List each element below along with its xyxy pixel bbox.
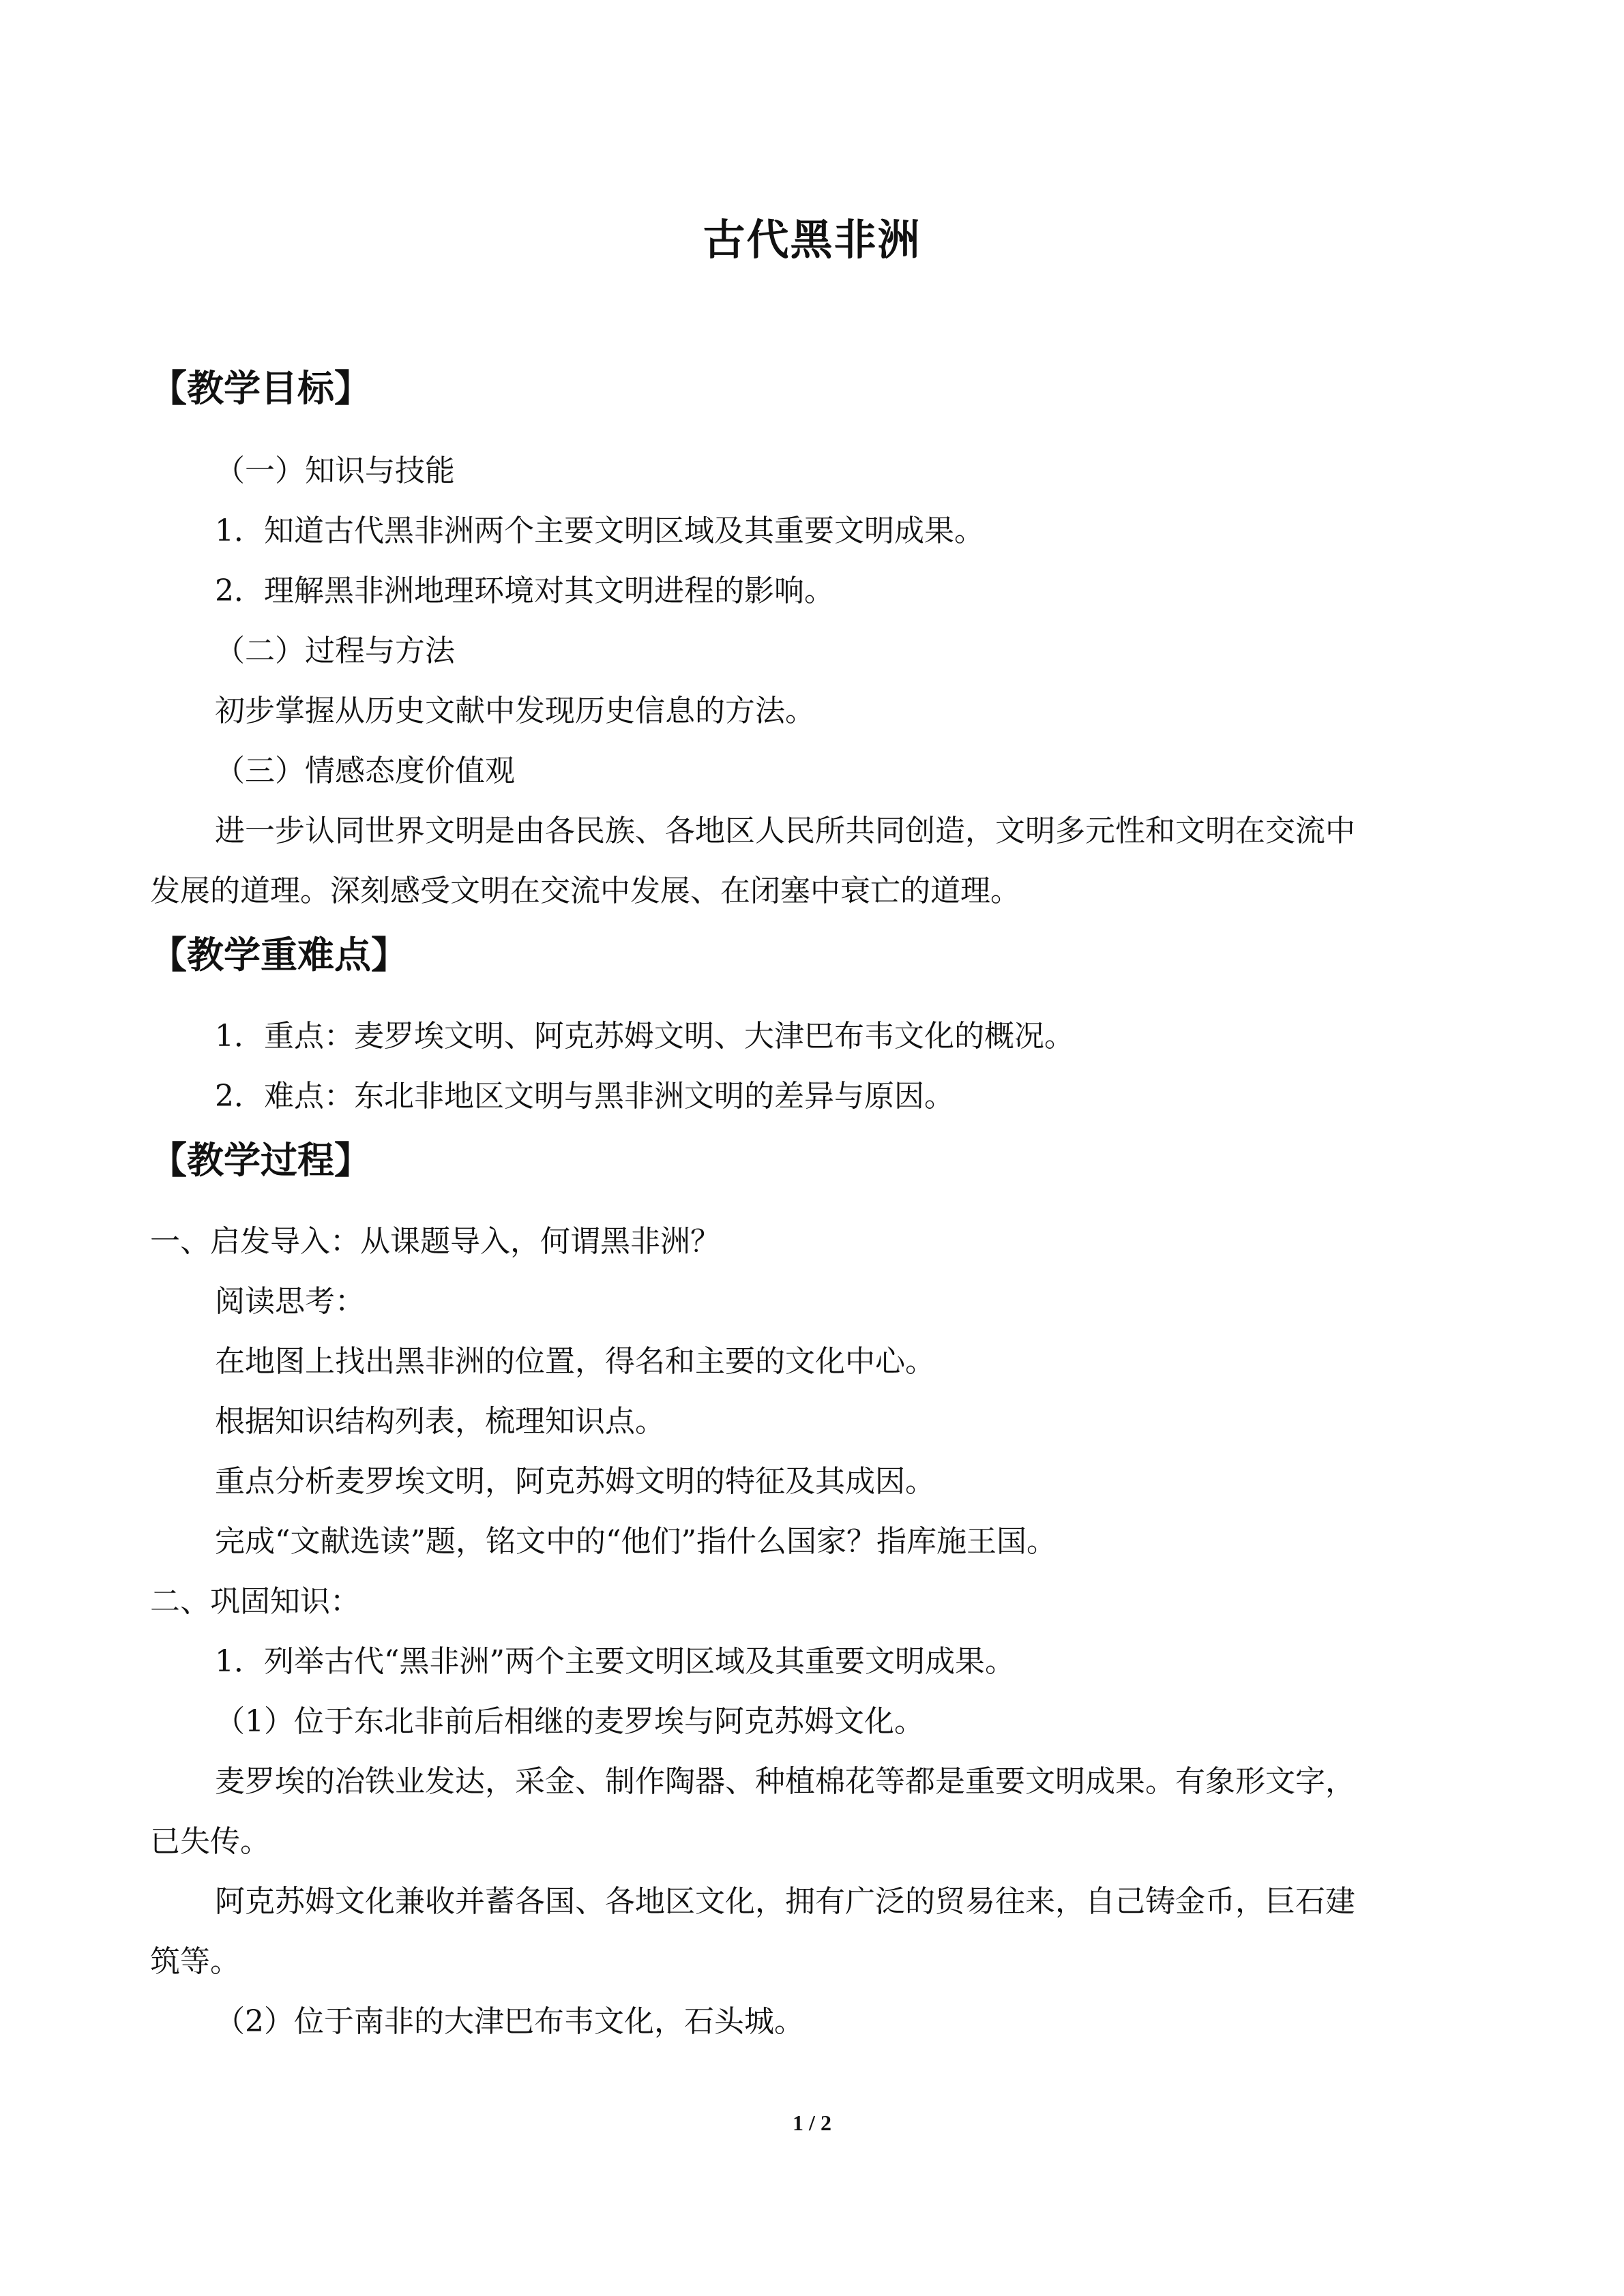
page-number: 1 / 2 bbox=[793, 2111, 831, 2135]
key-points-heading: 【教学重难点】 bbox=[150, 934, 408, 976]
process-line: 阿克苏姆文化兼收并蓄各国、各地区文化，拥有广泛的贸易往来，自己铸金币，巨石建 bbox=[215, 1884, 1355, 1919]
process-line: 已失传。 bbox=[150, 1824, 270, 1859]
process-line: 阅读思考： bbox=[215, 1284, 365, 1319]
process-line: 一、启发导入：从课题导入，何谓黑非洲？ bbox=[150, 1224, 720, 1259]
objectives-line: 初步掌握从历史文献中发现历史信息的方法。 bbox=[215, 694, 815, 728]
process-line: 二、巩固知识： bbox=[150, 1584, 360, 1619]
process-line: 在地图上找出黑非洲的位置，得名和主要的文化中心。 bbox=[215, 1344, 935, 1379]
objectives-line: （二）过程与方法 bbox=[215, 633, 455, 668]
objectives-heading: 【教学目标】 bbox=[150, 367, 371, 410]
process-line: （1）位于东北非前后相继的麦罗埃与阿克苏姆文化。 bbox=[215, 1704, 924, 1739]
objectives-line: 发展的道理。深刻感受文明在交流中发展、在闭塞中衰亡的道理。 bbox=[150, 874, 1020, 908]
objectives-line: 2．理解黑非洲地理环境对其文明进程的影响。 bbox=[215, 573, 834, 608]
process-heading: 【教学过程】 bbox=[150, 1139, 371, 1182]
process-line: 1．列举古代“黑非洲”两个主要文明区域及其重要文明成果。 bbox=[215, 1644, 1015, 1679]
objectives-line: （一）知识与技能 bbox=[215, 453, 455, 488]
document-title: 古代黑非洲 bbox=[703, 215, 921, 265]
process-line: （2）位于南非的大津巴布韦文化，石头城。 bbox=[215, 2004, 804, 2039]
process-line: 根据知识结构列表，梳理知识点。 bbox=[215, 1404, 665, 1439]
objectives-line: 进一步认同世界文明是由各民族、各地区人民所共同创造，文明多元性和文明在交流中 bbox=[215, 814, 1355, 848]
process-line: 重点分析麦罗埃文明，阿克苏姆文明的特征及其成因。 bbox=[215, 1464, 935, 1499]
process-line: 筑等。 bbox=[150, 1944, 240, 1979]
key-points-line: 1．重点：麦罗埃文明、阿克苏姆文明、大津巴布韦文化的概况。 bbox=[215, 1019, 1074, 1054]
objectives-line: （三）情感态度价值观 bbox=[215, 754, 515, 788]
objectives-line: 1．知道古代黑非洲两个主要文明区域及其重要文明成果。 bbox=[215, 513, 984, 548]
key-points-line: 2．难点：东北非地区文明与黑非洲文明的差异与原因。 bbox=[215, 1079, 954, 1114]
process-line: 完成“文献选读”题，铭文中的“他们”指什么国家？指库施王国。 bbox=[215, 1524, 1057, 1559]
process-line: 麦罗埃的冶铁业发达，采金、制作陶器、种植棉花等都是重要文明成果。有象形文字， bbox=[215, 1764, 1355, 1799]
